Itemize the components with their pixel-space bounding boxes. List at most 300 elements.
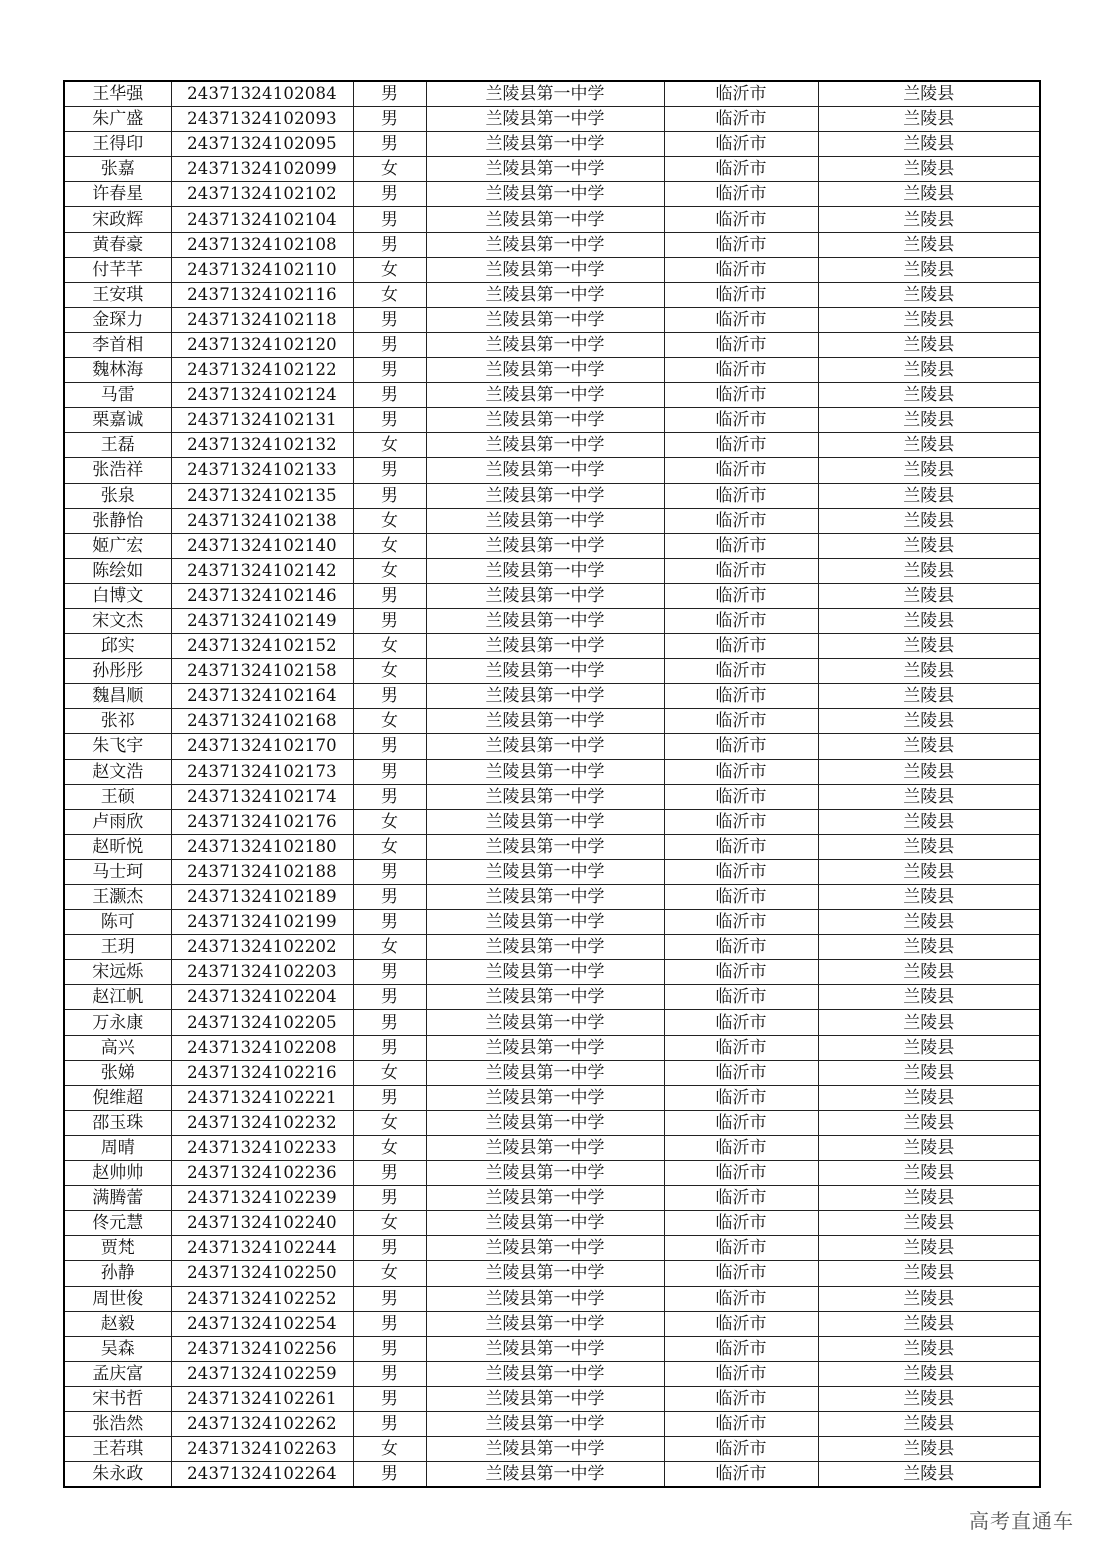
school-cell: 兰陵县第一中学	[426, 332, 664, 357]
county-cell: 兰陵县	[818, 885, 1040, 910]
school-cell: 兰陵县第一中学	[426, 1311, 664, 1336]
gender-cell: 男	[353, 358, 426, 383]
exam-id-cell: 24371324102158	[171, 659, 353, 684]
city-cell: 临沂市	[664, 257, 818, 282]
exam-id-cell: 24371324102118	[171, 307, 353, 332]
county-cell: 兰陵县	[818, 1110, 1040, 1135]
gender-cell: 男	[353, 1035, 426, 1060]
county-cell: 兰陵县	[818, 132, 1040, 157]
exam-id-cell: 24371324102149	[171, 608, 353, 633]
gender-cell: 男	[353, 483, 426, 508]
name-cell: 吴森	[64, 1336, 171, 1361]
table-row	[64, 132, 1040, 157]
name-cell: 王灏杰	[64, 885, 171, 910]
name-cell: 李首相	[64, 332, 171, 357]
gender-cell: 男	[353, 1186, 426, 1211]
name-cell: 张祁	[64, 709, 171, 734]
county-cell: 兰陵县	[818, 1035, 1040, 1060]
table-row	[64, 1060, 1040, 1085]
county-cell: 兰陵县	[818, 1085, 1040, 1110]
city-cell: 临沂市	[664, 784, 818, 809]
county-cell: 兰陵县	[818, 257, 1040, 282]
county-cell: 兰陵县	[818, 1411, 1040, 1436]
gender-cell: 女	[353, 1261, 426, 1286]
school-cell: 兰陵县第一中学	[426, 508, 664, 533]
county-cell: 兰陵县	[818, 759, 1040, 784]
name-cell: 栗嘉诚	[64, 408, 171, 433]
county-cell: 兰陵县	[818, 107, 1040, 132]
school-cell: 兰陵县第一中学	[426, 157, 664, 182]
county-cell: 兰陵县	[818, 1437, 1040, 1462]
gender-cell: 男	[353, 408, 426, 433]
name-cell: 赵昕悦	[64, 834, 171, 859]
table-row	[64, 1311, 1040, 1336]
table-row	[64, 910, 1040, 935]
city-cell: 临沂市	[664, 232, 818, 257]
exam-id-cell: 24371324102102	[171, 182, 353, 207]
city-cell: 临沂市	[664, 1186, 818, 1211]
exam-id-cell: 24371324102203	[171, 960, 353, 985]
gender-cell: 男	[353, 1336, 426, 1361]
table-row	[64, 1110, 1040, 1135]
city-cell: 临沂市	[664, 1161, 818, 1186]
school-cell: 兰陵县第一中学	[426, 859, 664, 884]
exam-id-cell: 24371324102232	[171, 1110, 353, 1135]
city-cell: 临沂市	[664, 985, 818, 1010]
city-cell: 临沂市	[664, 1211, 818, 1236]
county-cell: 兰陵县	[818, 182, 1040, 207]
table-row	[64, 960, 1040, 985]
exam-id-cell: 24371324102263	[171, 1437, 353, 1462]
gender-cell: 女	[353, 935, 426, 960]
county-cell: 兰陵县	[818, 307, 1040, 332]
exam-id-cell: 24371324102244	[171, 1236, 353, 1261]
gender-cell: 男	[353, 784, 426, 809]
city-cell: 临沂市	[664, 458, 818, 483]
table-row	[64, 583, 1040, 608]
county-cell: 兰陵县	[818, 985, 1040, 1010]
city-cell: 临沂市	[664, 383, 818, 408]
county-cell: 兰陵县	[818, 659, 1040, 684]
gender-cell: 女	[353, 709, 426, 734]
table-row	[64, 307, 1040, 332]
county-cell: 兰陵县	[818, 1336, 1040, 1361]
county-cell: 兰陵县	[818, 332, 1040, 357]
county-cell: 兰陵县	[818, 533, 1040, 558]
gender-cell: 男	[353, 132, 426, 157]
county-cell: 兰陵县	[818, 1010, 1040, 1035]
gender-cell: 男	[353, 1010, 426, 1035]
city-cell: 临沂市	[664, 1010, 818, 1035]
city-cell: 临沂市	[664, 1236, 818, 1261]
county-cell: 兰陵县	[818, 358, 1040, 383]
school-cell: 兰陵县第一中学	[426, 1336, 664, 1361]
name-cell: 宋政辉	[64, 207, 171, 232]
table-row	[64, 659, 1040, 684]
gender-cell: 男	[353, 1236, 426, 1261]
name-cell: 邵玉珠	[64, 1110, 171, 1135]
table-row	[64, 784, 1040, 809]
table-row	[64, 859, 1040, 884]
city-cell: 临沂市	[664, 834, 818, 859]
table-row	[64, 232, 1040, 257]
name-cell: 高兴	[64, 1035, 171, 1060]
table-row	[64, 759, 1040, 784]
gender-cell: 男	[353, 232, 426, 257]
city-cell: 临沂市	[664, 182, 818, 207]
exam-id-cell: 24371324102264	[171, 1462, 353, 1488]
name-cell: 马雷	[64, 383, 171, 408]
county-cell: 兰陵县	[818, 157, 1040, 182]
name-cell: 宋文杰	[64, 608, 171, 633]
table-row	[64, 257, 1040, 282]
name-cell: 魏昌顺	[64, 684, 171, 709]
gender-cell: 男	[353, 1311, 426, 1336]
table-row	[64, 182, 1040, 207]
city-cell: 临沂市	[664, 608, 818, 633]
table-row	[64, 1010, 1040, 1035]
exam-id-cell: 24371324102133	[171, 458, 353, 483]
exam-id-cell: 24371324102138	[171, 508, 353, 533]
city-cell: 临沂市	[664, 207, 818, 232]
county-cell: 兰陵县	[818, 709, 1040, 734]
city-cell: 临沂市	[664, 1110, 818, 1135]
school-cell: 兰陵县第一中学	[426, 1261, 664, 1286]
table-row	[64, 558, 1040, 583]
exam-id-cell: 24371324102146	[171, 583, 353, 608]
gender-cell: 男	[353, 107, 426, 132]
gender-cell: 女	[353, 433, 426, 458]
exam-id-cell: 24371324102259	[171, 1361, 353, 1386]
table-row	[64, 1186, 1040, 1211]
city-cell: 临沂市	[664, 433, 818, 458]
gender-cell: 女	[353, 157, 426, 182]
school-cell: 兰陵县第一中学	[426, 107, 664, 132]
school-cell: 兰陵县第一中学	[426, 558, 664, 583]
gender-cell: 男	[353, 182, 426, 207]
table-row	[64, 358, 1040, 383]
city-cell: 临沂市	[664, 358, 818, 383]
exam-id-cell: 24371324102132	[171, 433, 353, 458]
gender-cell: 女	[353, 659, 426, 684]
city-cell: 临沂市	[664, 1386, 818, 1411]
city-cell: 临沂市	[664, 1035, 818, 1060]
city-cell: 临沂市	[664, 659, 818, 684]
name-cell: 朱飞宇	[64, 734, 171, 759]
county-cell: 兰陵县	[818, 583, 1040, 608]
table-row	[64, 1261, 1040, 1286]
county-cell: 兰陵县	[818, 784, 1040, 809]
table-row	[64, 533, 1040, 558]
table-row	[64, 81, 1040, 107]
school-cell: 兰陵县第一中学	[426, 307, 664, 332]
school-cell: 兰陵县第一中学	[426, 1161, 664, 1186]
exam-id-cell: 24371324102142	[171, 558, 353, 583]
school-cell: 兰陵县第一中学	[426, 433, 664, 458]
exam-id-cell: 24371324102208	[171, 1035, 353, 1060]
table-row	[64, 1437, 1040, 1462]
school-cell: 兰陵县第一中学	[426, 483, 664, 508]
school-cell: 兰陵县第一中学	[426, 1437, 664, 1462]
name-cell: 邱实	[64, 634, 171, 659]
county-cell: 兰陵县	[818, 458, 1040, 483]
watermark-text: 高考直通车	[969, 1509, 1074, 1533]
exam-id-cell: 24371324102189	[171, 885, 353, 910]
school-cell: 兰陵县第一中学	[426, 583, 664, 608]
gender-cell: 男	[353, 207, 426, 232]
gender-cell: 男	[353, 583, 426, 608]
table-row	[64, 935, 1040, 960]
county-cell: 兰陵县	[818, 1236, 1040, 1261]
city-cell: 临沂市	[664, 1361, 818, 1386]
exam-id-cell: 24371324102084	[171, 81, 353, 107]
table-row	[64, 1135, 1040, 1160]
gender-cell: 男	[353, 608, 426, 633]
school-cell: 兰陵县第一中学	[426, 383, 664, 408]
county-cell: 兰陵县	[818, 910, 1040, 935]
school-cell: 兰陵县第一中学	[426, 81, 664, 107]
school-cell: 兰陵县第一中学	[426, 257, 664, 282]
school-cell: 兰陵县第一中学	[426, 1286, 664, 1311]
exam-id-cell: 24371324102188	[171, 859, 353, 884]
name-cell: 宋书哲	[64, 1386, 171, 1411]
school-cell: 兰陵县第一中学	[426, 282, 664, 307]
gender-cell: 男	[353, 960, 426, 985]
county-cell: 兰陵县	[818, 1311, 1040, 1336]
name-cell: 王华强	[64, 81, 171, 107]
city-cell: 临沂市	[664, 1085, 818, 1110]
name-cell: 孙静	[64, 1261, 171, 1286]
name-cell: 佟元慧	[64, 1211, 171, 1236]
school-cell: 兰陵县第一中学	[426, 1462, 664, 1488]
name-cell: 姬广宏	[64, 533, 171, 558]
name-cell: 孟庆富	[64, 1361, 171, 1386]
name-cell: 赵毅	[64, 1311, 171, 1336]
gender-cell: 女	[353, 834, 426, 859]
exam-id-cell: 24371324102095	[171, 132, 353, 157]
table-row	[64, 107, 1040, 132]
city-cell: 临沂市	[664, 1411, 818, 1436]
county-cell: 兰陵县	[818, 1286, 1040, 1311]
city-cell: 临沂市	[664, 307, 818, 332]
city-cell: 临沂市	[664, 1060, 818, 1085]
school-cell: 兰陵县第一中学	[426, 232, 664, 257]
school-cell: 兰陵县第一中学	[426, 935, 664, 960]
name-cell: 张浩祥	[64, 458, 171, 483]
exam-id-cell: 24371324102093	[171, 107, 353, 132]
city-cell: 临沂市	[664, 1462, 818, 1488]
name-cell: 王若琪	[64, 1437, 171, 1462]
table-row	[64, 433, 1040, 458]
city-cell: 临沂市	[664, 1261, 818, 1286]
exam-id-cell: 24371324102236	[171, 1161, 353, 1186]
name-cell: 周世俊	[64, 1286, 171, 1311]
school-cell: 兰陵县第一中学	[426, 408, 664, 433]
city-cell: 临沂市	[664, 935, 818, 960]
city-cell: 临沂市	[664, 1437, 818, 1462]
school-cell: 兰陵县第一中学	[426, 1135, 664, 1160]
school-cell: 兰陵县第一中学	[426, 1085, 664, 1110]
county-cell: 兰陵县	[818, 960, 1040, 985]
city-cell: 临沂市	[664, 709, 818, 734]
exam-id-cell: 24371324102180	[171, 834, 353, 859]
table-row	[64, 483, 1040, 508]
name-cell: 王硕	[64, 784, 171, 809]
table-row	[64, 1411, 1040, 1436]
name-cell: 张静怡	[64, 508, 171, 533]
school-cell: 兰陵县第一中学	[426, 458, 664, 483]
name-cell: 许春星	[64, 182, 171, 207]
exam-id-cell: 24371324102131	[171, 408, 353, 433]
table-row	[64, 634, 1040, 659]
gender-cell: 男	[353, 734, 426, 759]
name-cell: 赵江帆	[64, 985, 171, 1010]
table-row	[64, 834, 1040, 859]
school-cell: 兰陵县第一中学	[426, 684, 664, 709]
city-cell: 临沂市	[664, 1286, 818, 1311]
gender-cell: 男	[353, 985, 426, 1010]
table-row	[64, 157, 1040, 182]
exam-id-cell: 24371324102152	[171, 634, 353, 659]
exam-id-cell: 24371324102205	[171, 1010, 353, 1035]
gender-cell: 女	[353, 1135, 426, 1160]
name-cell: 张浩然	[64, 1411, 171, 1436]
table-row	[64, 608, 1040, 633]
student-roster-table	[63, 80, 1041, 1488]
exam-id-cell: 24371324102168	[171, 709, 353, 734]
school-cell: 兰陵县第一中学	[426, 1361, 664, 1386]
table-row	[64, 332, 1040, 357]
table-row	[64, 408, 1040, 433]
city-cell: 临沂市	[664, 885, 818, 910]
school-cell: 兰陵县第一中学	[426, 734, 664, 759]
gender-cell: 男	[353, 383, 426, 408]
gender-cell: 男	[353, 759, 426, 784]
exam-id-cell: 24371324102135	[171, 483, 353, 508]
exam-id-cell: 24371324102240	[171, 1211, 353, 1236]
county-cell: 兰陵县	[818, 809, 1040, 834]
exam-id-cell: 24371324102256	[171, 1336, 353, 1361]
school-cell: 兰陵县第一中学	[426, 1110, 664, 1135]
county-cell: 兰陵县	[818, 834, 1040, 859]
name-cell: 万永康	[64, 1010, 171, 1035]
exam-id-cell: 24371324102254	[171, 1311, 353, 1336]
gender-cell: 男	[353, 332, 426, 357]
exam-id-cell: 24371324102110	[171, 257, 353, 282]
county-cell: 兰陵县	[818, 1161, 1040, 1186]
table-row	[64, 508, 1040, 533]
school-cell: 兰陵县第一中学	[426, 608, 664, 633]
table-row	[64, 1035, 1040, 1060]
name-cell: 张嘉	[64, 157, 171, 182]
name-cell: 付芊芊	[64, 257, 171, 282]
county-cell: 兰陵县	[818, 1186, 1040, 1211]
exam-id-cell: 24371324102164	[171, 684, 353, 709]
exam-id-cell: 24371324102116	[171, 282, 353, 307]
school-cell: 兰陵县第一中学	[426, 634, 664, 659]
exam-id-cell: 24371324102216	[171, 1060, 353, 1085]
school-cell: 兰陵县第一中学	[426, 985, 664, 1010]
exam-id-cell: 24371324102199	[171, 910, 353, 935]
city-cell: 临沂市	[664, 132, 818, 157]
school-cell: 兰陵县第一中学	[426, 1035, 664, 1060]
city-cell: 临沂市	[664, 533, 818, 558]
table-row	[64, 684, 1040, 709]
table-row	[64, 734, 1040, 759]
county-cell: 兰陵县	[818, 508, 1040, 533]
gender-cell: 女	[353, 533, 426, 558]
name-cell: 赵帅帅	[64, 1161, 171, 1186]
exam-id-cell: 24371324102140	[171, 533, 353, 558]
city-cell: 临沂市	[664, 634, 818, 659]
name-cell: 马士珂	[64, 859, 171, 884]
exam-id-cell: 24371324102250	[171, 1261, 353, 1286]
name-cell: 王得印	[64, 132, 171, 157]
exam-id-cell: 24371324102173	[171, 759, 353, 784]
school-cell: 兰陵县第一中学	[426, 533, 664, 558]
name-cell: 卢雨欣	[64, 809, 171, 834]
county-cell: 兰陵县	[818, 1462, 1040, 1488]
city-cell: 临沂市	[664, 107, 818, 132]
city-cell: 临沂市	[664, 960, 818, 985]
school-cell: 兰陵县第一中学	[426, 784, 664, 809]
name-cell: 周晴	[64, 1135, 171, 1160]
table-row	[64, 1236, 1040, 1261]
gender-cell: 女	[353, 558, 426, 583]
gender-cell: 男	[353, 81, 426, 107]
exam-id-cell: 24371324102204	[171, 985, 353, 1010]
table-row	[64, 458, 1040, 483]
name-cell: 朱永政	[64, 1462, 171, 1488]
gender-cell: 男	[353, 1361, 426, 1386]
gender-cell: 男	[353, 910, 426, 935]
exam-id-cell: 24371324102099	[171, 157, 353, 182]
city-cell: 临沂市	[664, 508, 818, 533]
county-cell: 兰陵县	[818, 558, 1040, 583]
county-cell: 兰陵县	[818, 608, 1040, 633]
name-cell: 黄春豪	[64, 232, 171, 257]
city-cell: 临沂市	[664, 1311, 818, 1336]
county-cell: 兰陵县	[818, 1261, 1040, 1286]
school-cell: 兰陵县第一中学	[426, 709, 664, 734]
name-cell: 朱广盛	[64, 107, 171, 132]
gender-cell: 女	[353, 1060, 426, 1085]
name-cell: 陈绘如	[64, 558, 171, 583]
school-cell: 兰陵县第一中学	[426, 132, 664, 157]
school-cell: 兰陵县第一中学	[426, 1186, 664, 1211]
gender-cell: 女	[353, 1211, 426, 1236]
city-cell: 临沂市	[664, 734, 818, 759]
school-cell: 兰陵县第一中学	[426, 960, 664, 985]
name-cell: 张娣	[64, 1060, 171, 1085]
city-cell: 临沂市	[664, 859, 818, 884]
exam-id-cell: 24371324102252	[171, 1286, 353, 1311]
city-cell: 临沂市	[664, 684, 818, 709]
school-cell: 兰陵县第一中学	[426, 759, 664, 784]
county-cell: 兰陵县	[818, 684, 1040, 709]
gender-cell: 女	[353, 634, 426, 659]
gender-cell: 男	[353, 1286, 426, 1311]
school-cell: 兰陵县第一中学	[426, 1211, 664, 1236]
name-cell: 张泉	[64, 483, 171, 508]
name-cell: 王磊	[64, 433, 171, 458]
county-cell: 兰陵县	[818, 207, 1040, 232]
gender-cell: 女	[353, 1110, 426, 1135]
name-cell: 王安琪	[64, 282, 171, 307]
county-cell: 兰陵县	[818, 1211, 1040, 1236]
exam-id-cell: 24371324102120	[171, 332, 353, 357]
city-cell: 临沂市	[664, 583, 818, 608]
